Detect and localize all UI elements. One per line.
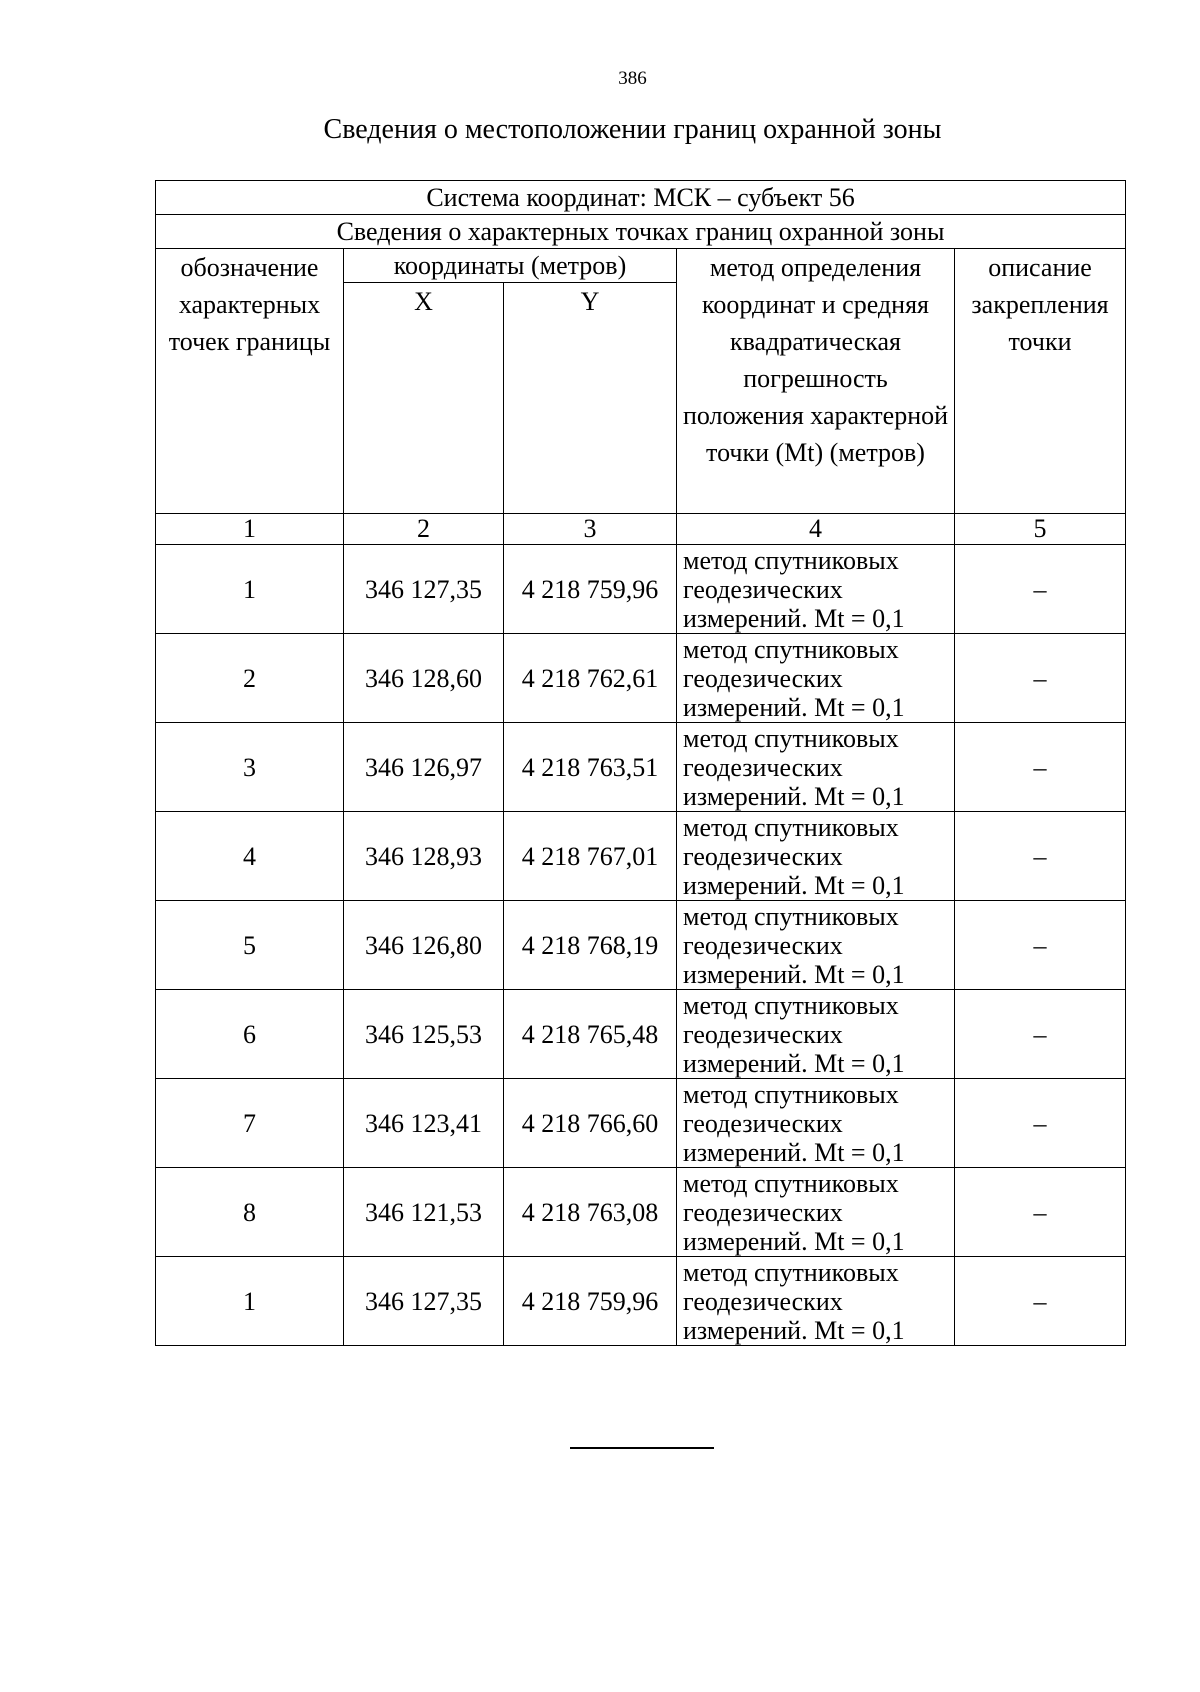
table-subtitle: Сведения о характерных точках границ охранной зоны [156,215,1126,249]
x-coordinate-cell: 346 125,53 [344,990,504,1079]
coord-system-header: Система координат: МСК – субъект 56 [156,181,1126,215]
point-cell: 2 [156,634,344,723]
description-cell: – [955,1168,1126,1257]
method-cell: метод спутниковых геодезических измерений. Mt = 0,1 [677,1079,955,1168]
y-coordinate-cell: 4 218 767,01 [504,812,677,901]
column-number: 3 [504,514,677,545]
description-cell: – [955,723,1126,812]
y-coordinate-cell: 4 218 765,48 [504,990,677,1079]
description-cell: – [955,901,1126,990]
y-coordinate-cell: 4 218 768,19 [504,901,677,990]
page-number: 386 [618,68,647,89]
column-number: 2 [344,514,504,545]
description-cell: – [955,990,1126,1079]
table-row [156,723,1126,812]
y-coordinate-cell: 4 218 763,08 [504,1168,677,1257]
method-cell: метод спутниковых геодезических измерений. Mt = 0,1 [677,634,955,723]
y-coordinate-cell: 4 218 762,61 [504,634,677,723]
table-row [156,634,1126,723]
header-description: описание закрепления точки [955,249,1126,514]
description-cell: – [955,1079,1126,1168]
y-coordinate-cell: 4 218 763,51 [504,723,677,812]
description-cell: – [955,545,1126,634]
point-cell: 1 [156,545,344,634]
table-row [156,1079,1126,1168]
method-cell: метод спутниковых геодезических измерений. Mt = 0,1 [677,812,955,901]
table-row [156,545,1126,634]
document-title: Сведения о местоположении границ охранной зоны [323,114,942,145]
x-coordinate-cell: 346 128,93 [344,812,504,901]
header-method: метод определения координат и средняя квадратическая погрешность положения характерной точки (Mt) (метров) [677,249,955,514]
method-cell: метод спутниковых геодезических измерений. Mt = 0,1 [677,545,955,634]
y-coordinate-cell: 4 218 759,96 [504,545,677,634]
point-cell: 5 [156,901,344,990]
x-coordinate-cell: 346 128,60 [344,634,504,723]
boundary-points-table [155,180,1126,1346]
x-coordinate-cell: 346 126,97 [344,723,504,812]
point-cell: 7 [156,1079,344,1168]
x-coordinate-cell: 346 127,35 [344,545,504,634]
point-cell: 8 [156,1168,344,1257]
header-coordinates: координаты (метров) [344,249,677,283]
x-coordinate-cell: 346 121,53 [344,1168,504,1257]
x-coordinate-cell: 346 123,41 [344,1079,504,1168]
point-cell: 1 [156,1257,344,1346]
y-coordinate-cell: 4 218 759,96 [504,1257,677,1346]
method-cell: метод спутниковых геодезических измерений. Mt = 0,1 [677,901,955,990]
method-cell: метод спутниковых геодезических измерений. Mt = 0,1 [677,1257,955,1346]
table-row [156,990,1126,1079]
table-row [156,901,1126,990]
table-row [156,1257,1126,1346]
column-number: 1 [156,514,344,545]
x-coordinate-cell: 346 127,35 [344,1257,504,1346]
method-cell: метод спутниковых геодезических измерений. Mt = 0,1 [677,1168,955,1257]
x-coordinate-cell: 346 126,80 [344,901,504,990]
table-row [156,1168,1126,1257]
column-numbers-row [156,514,1126,545]
description-cell: – [955,1257,1126,1346]
header-y: Y [504,283,677,514]
column-number: 4 [677,514,955,545]
point-cell: 4 [156,812,344,901]
header-designation: обозначение характерных точек границы [156,249,344,514]
method-cell: метод спутниковых геодезических измерений. Mt = 0,1 [677,990,955,1079]
column-number: 5 [955,514,1126,545]
point-cell: 6 [156,990,344,1079]
description-cell: – [955,812,1126,901]
header-x: X [344,283,504,514]
table-row [156,812,1126,901]
description-cell: – [955,634,1126,723]
point-cell: 3 [156,723,344,812]
y-coordinate-cell: 4 218 766,60 [504,1079,677,1168]
method-cell: метод спутниковых геодезических измерений. Mt = 0,1 [677,723,955,812]
footer-rule [570,1447,714,1449]
